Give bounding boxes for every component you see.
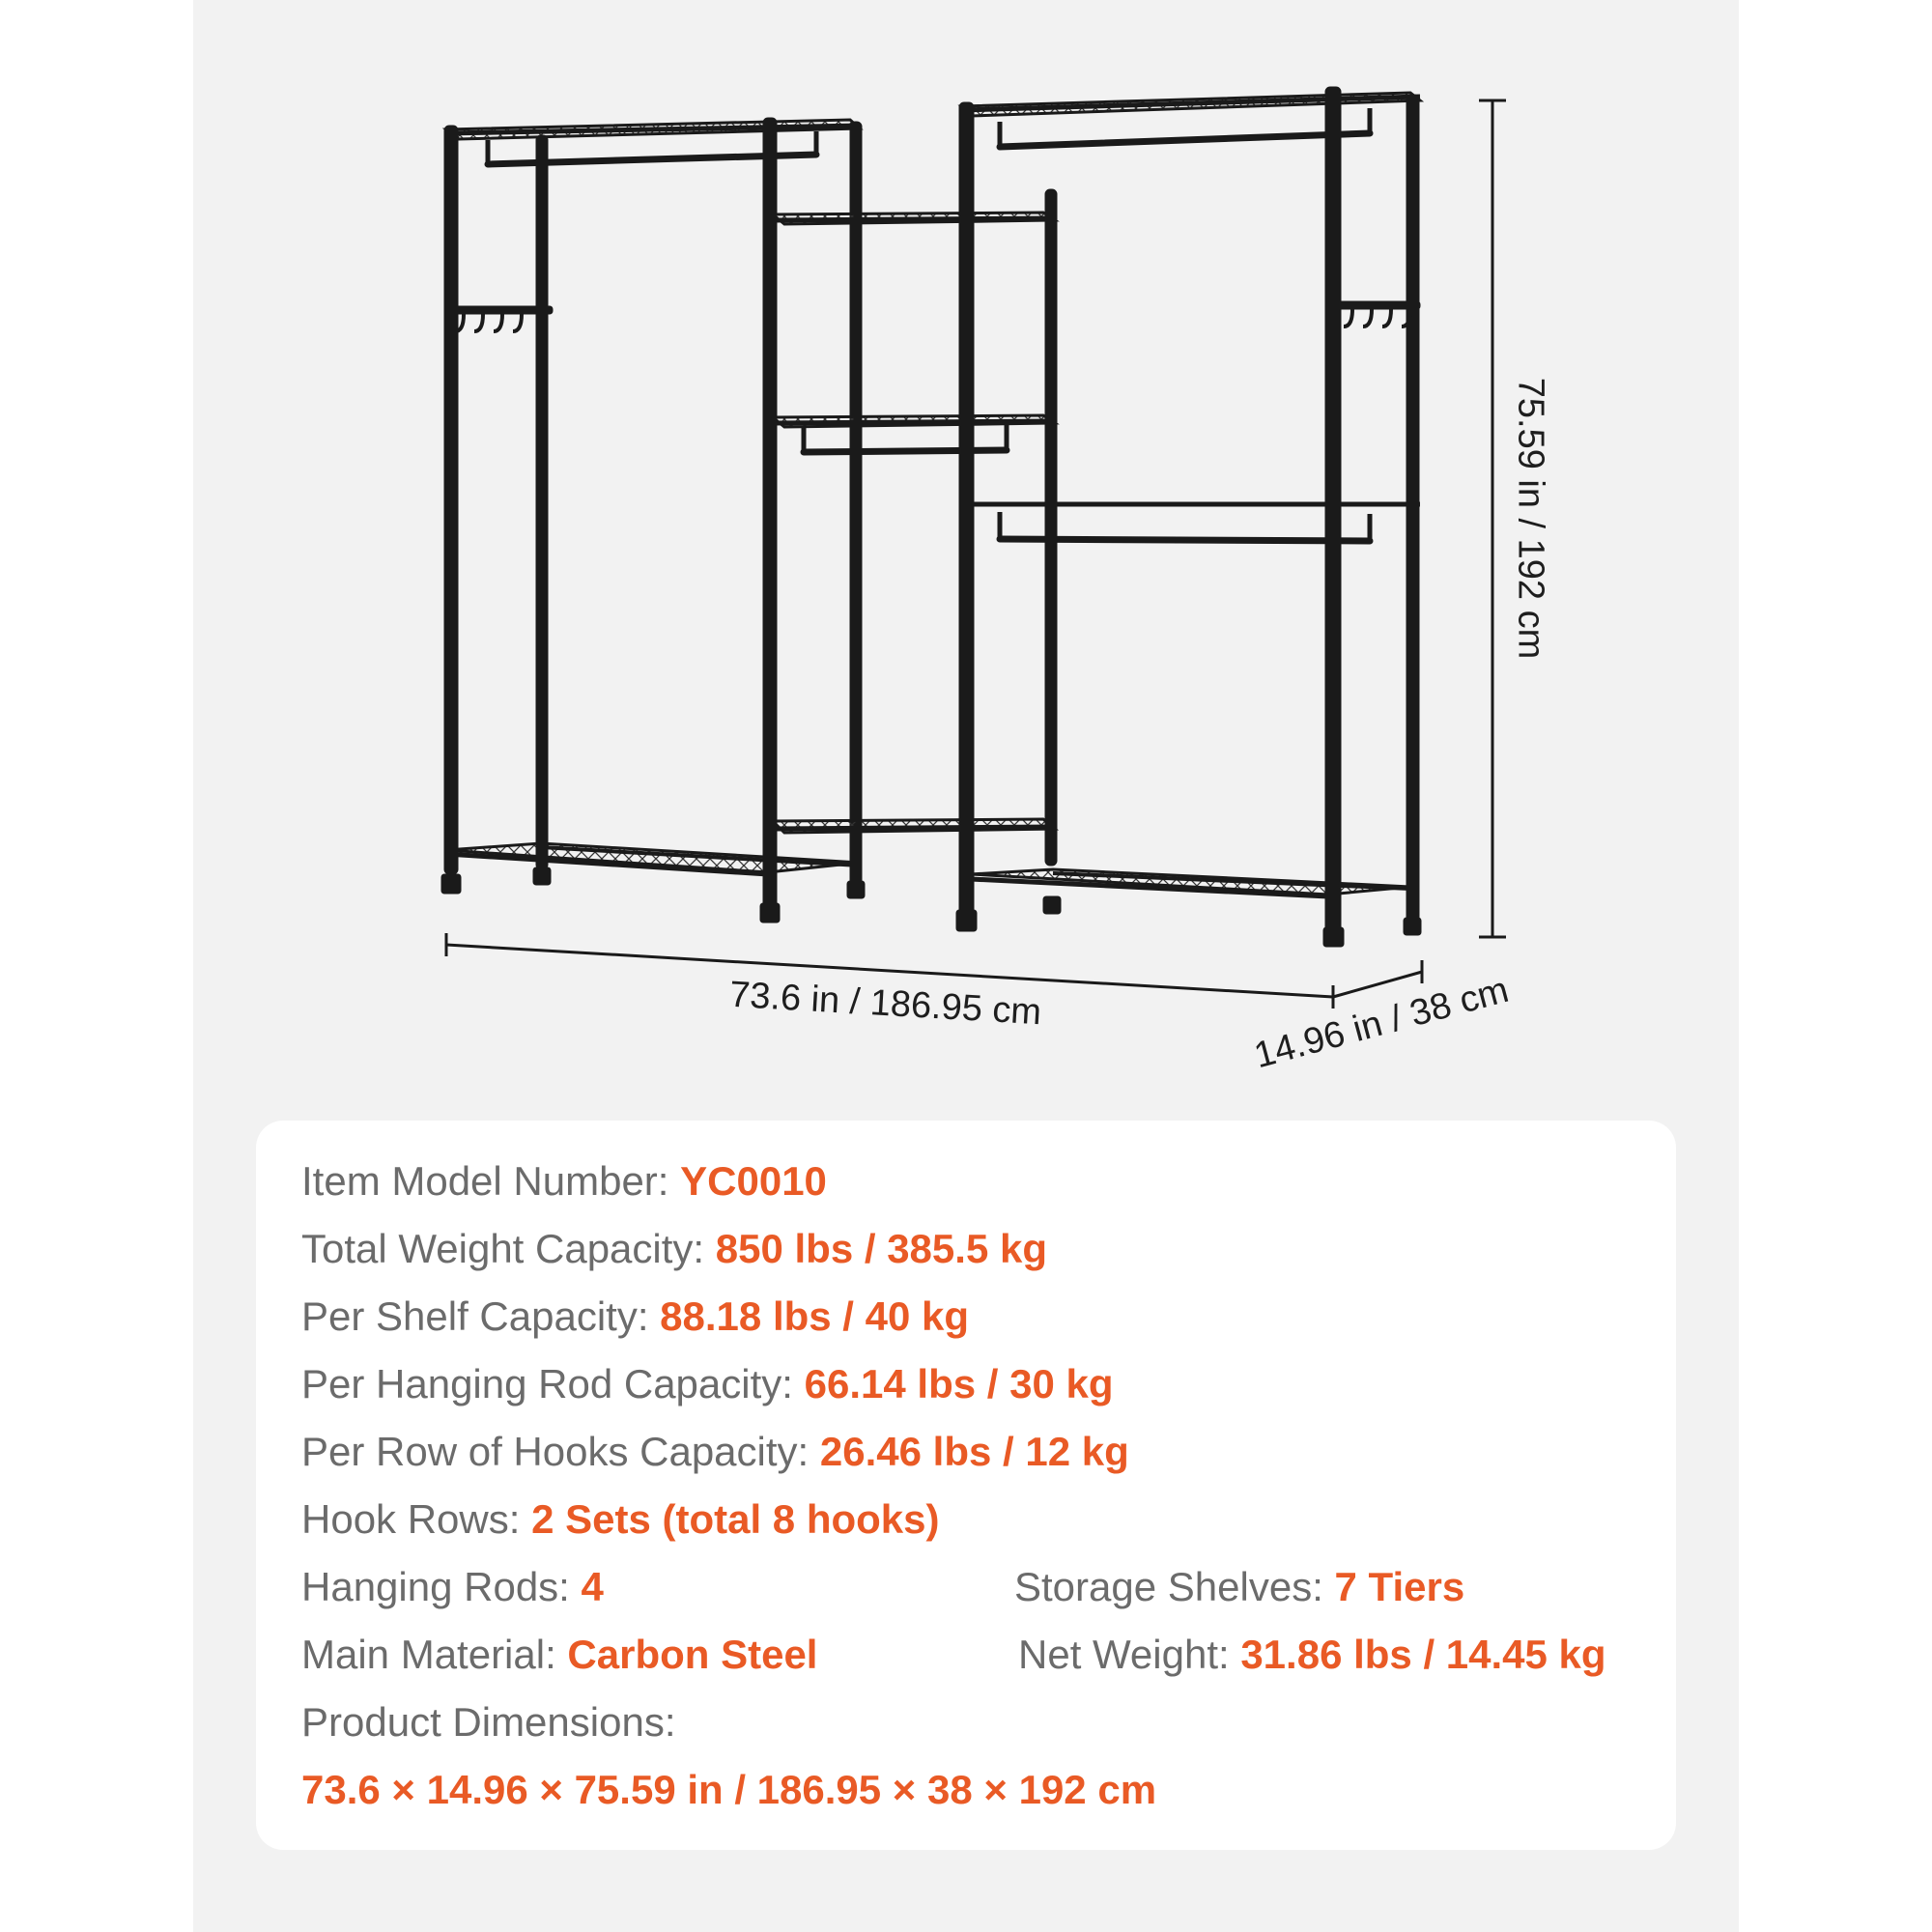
spec-total-capacity — [301, 1226, 1047, 1271]
spec-product-dimensions-label — [301, 1699, 676, 1745]
depth-dimension-label: 14.96 in / 38 cm — [1250, 969, 1514, 1077]
spec-value: 2 Sets (total 8 hooks) — [531, 1496, 940, 1542]
spec-value: 7 Tiers — [1334, 1564, 1465, 1609]
spec-value: 4 — [581, 1564, 604, 1609]
spec-rod-capacity — [301, 1361, 1114, 1406]
spec-label: Hook Rows: — [301, 1496, 532, 1542]
spec-hanging-rods — [301, 1564, 604, 1609]
spec-value: 66.14 lbs / 30 kg — [804, 1361, 1114, 1406]
spec-value: 26.46 lbs / 12 kg — [819, 1429, 1129, 1474]
spec-product-dimensions-value — [301, 1767, 1157, 1812]
width-dimension-label: 73.6 in / 186.95 cm — [728, 974, 1043, 1034]
spec-label: Product Dimensions: — [301, 1699, 676, 1745]
specifications-card — [256, 1121, 1676, 1850]
spec-label: Item Model Number: — [301, 1158, 681, 1204]
dimension-lines — [446, 100, 1506, 1009]
spec-label: Storage Shelves: — [1014, 1564, 1335, 1609]
spec-label: Per Row of Hooks Capacity: — [301, 1429, 820, 1474]
spec-value: YC0010 — [680, 1158, 827, 1204]
spec-hook-capacity — [301, 1429, 1129, 1474]
spec-shelf-capacity — [301, 1293, 970, 1339]
spec-value: 850 lbs / 385.5 kg — [715, 1226, 1047, 1271]
spec-value: 31.86 lbs / 14.45 kg — [1240, 1632, 1606, 1677]
spec-value: Carbon Steel — [567, 1632, 818, 1677]
spec-label: Main Material: — [301, 1632, 568, 1677]
spec-net-weight — [1018, 1634, 1606, 1675]
spec-model — [301, 1158, 827, 1204]
spec-storage-shelves — [1014, 1564, 1465, 1609]
spec-label: Per Hanging Rod Capacity: — [301, 1361, 805, 1406]
spec-value: 88.18 lbs / 40 kg — [660, 1293, 970, 1339]
spec-label: Total Weight Capacity: — [301, 1226, 716, 1271]
spec-material — [301, 1634, 817, 1675]
height-dimension-label: 75.59 in / 192 cm — [1510, 377, 1551, 660]
spec-value: 73.6 × 14.96 × 75.59 in / 186.95 × 38 × 192 cm — [301, 1767, 1157, 1812]
spec-label: Hanging Rods: — [301, 1564, 582, 1609]
spec-label: Net Weight: — [1018, 1632, 1241, 1677]
spec-hook-rows — [301, 1496, 940, 1542]
spec-label: Per Shelf Capacity: — [301, 1293, 661, 1339]
